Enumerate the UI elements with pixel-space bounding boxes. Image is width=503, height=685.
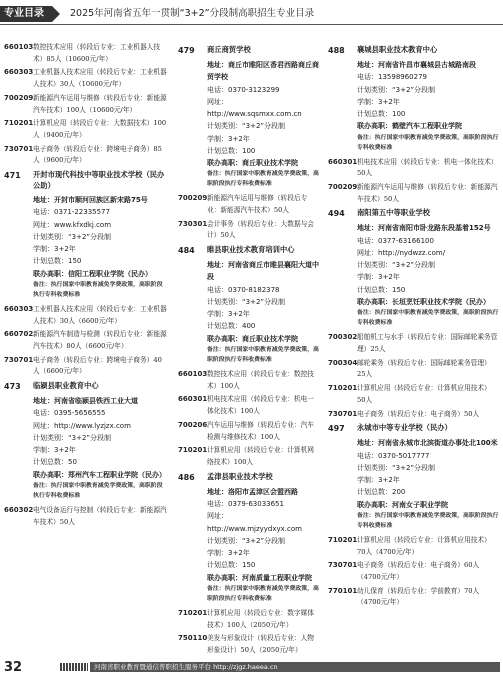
major-code: 730701 — [328, 409, 358, 418]
major-entry — [328, 182, 499, 205]
major-description: 新能源汽车运用与维修（转段后专业：新能源汽车技术）50人 — [357, 183, 498, 203]
school-info-line: 地址：开封市顺河回族区新宋路75号 — [33, 196, 148, 205]
school-info-line: 地址：商丘市睢阳区香君西路商丘商贸学校 — [207, 61, 319, 82]
school-block — [328, 423, 499, 531]
major-code: 700209 — [4, 93, 34, 102]
school-code: 479 — [178, 46, 195, 55]
major-description: 计算机应用（转段后专业：数字媒体技术）100人（2050元/年） — [207, 608, 314, 629]
major-description: 新能源汽车运用与维修（转段后专业：新能源汽车技术）50人 — [207, 194, 308, 215]
school-info-line: 学制：3+2年 — [207, 134, 250, 143]
major-code: 710201 — [178, 608, 208, 617]
school-info-line: 地址：河南省许昌市襄城县古城路南段 — [357, 61, 476, 69]
major-description: 工业机器人技术应用（转段后专业：工业机器人技术）30人（6600元/年） — [33, 304, 167, 325]
major-entry — [328, 332, 499, 355]
school-info-line: 计划总数：100 — [357, 110, 406, 118]
major-entry — [328, 535, 499, 558]
school-name: 南阳第五中等职业学校 — [357, 208, 430, 218]
major-description: 幼儿保育（转段后专业：学前教育）70人（4700元/年） — [357, 586, 480, 607]
header-divider — [0, 24, 503, 25]
major-code: 730701 — [4, 355, 34, 364]
major-description: 美发与形象设计（转段后专业：人物形象设计）50人（2050元/年） — [207, 634, 314, 654]
school-info-line: 地址：洛阳市孟津区会盟西路 — [207, 487, 298, 496]
major-code: 700209 — [178, 194, 208, 203]
major-code: 730701 — [328, 561, 358, 570]
school-info-line: 计划类别：“3+2”分段制 — [357, 85, 436, 94]
major-entry — [4, 505, 167, 528]
school-info-line: 计划类别：“3+2”分段制 — [207, 536, 286, 545]
major-entry — [178, 193, 320, 216]
school-info-line: 计划总数：150 — [207, 561, 256, 570]
school-code: 494 — [328, 209, 345, 219]
major-description: 电子商务（转段后专业：电子商务）50人 — [357, 409, 480, 418]
school-info-line: 计划类别：“3+2”分段制 — [33, 232, 112, 241]
major-description: 计算机应用（转段后专业：计算机应用技术）50人 — [357, 384, 491, 404]
major-entry — [178, 369, 320, 392]
school-name: 襄城县职业技术教育中心 — [357, 45, 438, 54]
school-code: 484 — [178, 246, 195, 256]
major-description: 电子商务（转段后专业：电子商务）60人（4700元/年） — [357, 561, 480, 581]
major-description: 工业机器人技术应用（转段后专业：工业机器人技术）30人（10600元/年） — [33, 68, 167, 89]
major-entry — [328, 157, 499, 180]
school-info-line: 联办高职：商丘职业技术学院 — [207, 159, 298, 167]
major-code: 750110 — [178, 634, 208, 643]
major-description: 电子商务（转段后专业：跨境电子商务）40人（6600元/年） — [33, 355, 162, 376]
major-entry — [4, 67, 167, 90]
major-entry — [178, 420, 320, 443]
major-description: 邮轮乘务（转段后专业：国际邮轮乘务管理）25人 — [357, 358, 491, 379]
major-description: 计算机应用（转段后专业：计算机网络技术）100人 — [207, 446, 314, 467]
school-block — [4, 170, 167, 300]
major-description: 计算机应用（转段后专业：大数据技术）100人（9400元/年） — [33, 119, 167, 140]
major-entry — [178, 633, 320, 656]
school-note: 备注：执行国家中职教育减免学费政策，高职阶段执行专科收费标准 — [207, 585, 319, 602]
school-block — [4, 381, 167, 501]
major-entry — [328, 383, 499, 406]
major-description: 汽车运用与维修（转段后专业：汽车检测与维修技术）100人 — [207, 420, 314, 441]
school-info-line: 网址：http://nydwzz.com/ — [357, 248, 446, 257]
school-info-line: 电话：0370-8182378 — [207, 285, 280, 294]
school-note: 备注：执行国家中职教育减免学费政策，高职阶段执行专科收费标准 — [357, 512, 499, 529]
school-info-line: 电话：0379-63033651 — [207, 500, 284, 508]
major-entry — [178, 219, 320, 242]
school-info-line: 学制：3+2年 — [33, 446, 76, 455]
major-entry — [4, 118, 167, 141]
school-note: 备注：执行国家中职教育减免学费政策，高职阶段执行专科收费标准 — [33, 482, 163, 499]
major-entry — [178, 394, 320, 417]
major-code: 660301 — [178, 395, 208, 404]
major-code: 730701 — [4, 144, 34, 153]
major-description: 机电技术应用（转段后专业：机电一体化技术）50人 — [357, 157, 498, 178]
school-code: 486 — [178, 472, 195, 482]
school-info-line: 联办高职：商丘职业技术学院 — [207, 334, 298, 343]
major-code: 700206 — [178, 420, 208, 429]
school-info-line: 网址：http://www.lyzjzx.com — [33, 421, 131, 430]
column-3 — [328, 42, 499, 637]
school-info-line: 学制：3+2年 — [357, 273, 400, 282]
school-note: 备注：执行国家中职教育减免学费政策，高职阶段执行专科收费标准 — [207, 346, 319, 363]
school-info-line: 计划类别：“3+2”分段制 — [207, 122, 286, 131]
major-entry — [4, 93, 167, 116]
footer-banner: 河南省职业教育暨通信普职招生服务平台 http://zjgz.haeea.cn — [90, 662, 500, 672]
major-code: 660103 — [4, 43, 34, 51]
school-info-line: 计划总数：200 — [357, 488, 406, 497]
major-description: 会计事务（转段后专业：大数据与会计）50人 — [207, 219, 314, 240]
barcode-decoration — [60, 663, 88, 671]
school-info-line: 电话：0370-5017777 — [357, 451, 430, 460]
major-code: 700304 — [328, 358, 358, 367]
major-code: 710201 — [4, 119, 34, 128]
school-info-line: 电话：13598960279 — [357, 73, 427, 82]
school-info-line: 联办高职：信阳工程职业学院（民办） — [33, 269, 152, 278]
school-info-line: 学制：3+2年 — [33, 245, 76, 254]
school-info-line: 联办高职：长垣烹饪职业技术学院（民办） — [357, 297, 490, 306]
major-description: 计算机应用（转段后专业：计算机应用技术）70人（4700元/年） — [357, 535, 491, 556]
school-info-line: 学制：3+2年 — [357, 97, 400, 106]
major-code: 770101 — [328, 586, 358, 595]
page-title: 2025年河南省五年一贯制“3+2”分段制高职招生专业目录 — [70, 8, 315, 19]
major-code: 700302 — [328, 333, 358, 342]
school-name: 商丘商贸学校 — [207, 45, 251, 54]
major-entry — [4, 304, 167, 327]
school-name: 孟津县职业技术学校 — [207, 471, 273, 481]
page-header — [0, 0, 503, 28]
school-info-line: 计划总数：150 — [33, 257, 82, 266]
school-code: 471 — [4, 171, 21, 181]
major-entry — [328, 358, 499, 381]
school-info-line: 学制：3+2年 — [207, 310, 250, 319]
school-info-line: 网址：www.kfxdkj.com — [33, 220, 112, 229]
major-entry — [328, 586, 499, 609]
school-info-line: 联办高职：郑州汽车工程职业学院（民办） — [33, 470, 166, 479]
major-entry — [4, 329, 167, 352]
school-info-line: 联办高职：河南质量工程职业学院 — [207, 573, 312, 582]
school-info-line: 联办高职：鹤壁汽车工程职业学院 — [357, 122, 462, 131]
column-2 — [178, 42, 320, 654]
major-code: 710201 — [328, 384, 358, 393]
major-description: 电气设备运行与控制（转段后专业：新能源汽车技术）50人 — [33, 506, 167, 526]
school-info-line: 地址：河南省临颍县铁西工业大道 — [33, 397, 138, 406]
major-entry — [4, 355, 167, 378]
school-note: 备注：执行国家中职教育减免学费政策，高职阶段执行专科收费标准 — [207, 171, 319, 188]
column-1 — [4, 42, 167, 637]
major-description: 新能源汽车运用与维修（转段后专业：新能源汽车技术）100人（10600元/年） — [33, 93, 167, 114]
school-code: 497 — [328, 424, 345, 434]
major-description: 数控技术应用（转段后专业：数控技术）100人 — [207, 370, 314, 390]
school-info-line: 电话：0395-5656555 — [33, 409, 106, 418]
school-info-line: 计划总数：50 — [33, 458, 77, 467]
major-entry — [178, 445, 320, 468]
school-name: 临颍县职业教育中心 — [33, 381, 99, 391]
school-info-line: 网址：http://www.mjzyydxyx.com — [207, 512, 302, 533]
page-number: 32 — [4, 660, 23, 675]
school-info-line: 联办高职：河南女子职业学院 — [357, 500, 448, 509]
major-code: 700209 — [328, 183, 358, 191]
major-entry — [4, 42, 167, 65]
school-info-line: 电话：0377-63166100 — [357, 236, 434, 245]
page-footer — [0, 655, 503, 677]
school-note: 备注：执行国家中职教育减免学费政策，高职阶段执行专科收费标准 — [33, 281, 163, 298]
major-code: 660702 — [4, 330, 34, 339]
school-name: 开封市现代科技中等职业技术学校（民办公助） — [33, 170, 165, 191]
section-category-tab: 专业目录 — [0, 6, 52, 22]
major-code: 660103 — [178, 370, 208, 378]
school-code: 473 — [4, 382, 21, 392]
school-block — [178, 45, 320, 189]
school-info-line: 计划总数：400 — [207, 322, 256, 331]
school-info-line: 地址：河南省永城市北滨街道办事处北100米 — [357, 439, 498, 448]
school-name: 永城市中等专业学校（民办） — [357, 423, 452, 433]
school-info-line: 计划总数：100 — [207, 146, 256, 155]
major-code: 660303 — [4, 304, 34, 313]
school-code: 488 — [328, 46, 345, 55]
major-code: 660301 — [328, 157, 358, 166]
school-block — [178, 472, 320, 604]
school-info-line: 计划类别：“3+2”分段制 — [357, 261, 436, 270]
major-description: 船舶机工与水手（转段后专业：国际邮轮乘务管理）25人 — [357, 333, 498, 353]
major-code: 730301 — [178, 219, 208, 228]
major-code: 660302 — [4, 506, 34, 514]
tab-arrow-icon — [52, 6, 60, 22]
major-code: 710201 — [328, 535, 358, 544]
major-entry — [328, 560, 499, 583]
school-info-line: 地址：河南省南阳市卧龙路东段基着152号 — [357, 224, 491, 233]
school-block — [328, 45, 499, 153]
major-entry — [328, 409, 499, 421]
major-description: 电子商务（转段后专业：跨境电子商务）85人（9600元/年） — [33, 144, 162, 165]
school-info-line: 学制：3+2年 — [207, 549, 250, 557]
major-description: 数控技术应用（转段后专业：工业机器人技术）85人（10600元/年） — [33, 43, 161, 63]
school-note: 备注：执行国家中职教育减免学费政策，高职阶段执行专科收费标准 — [357, 134, 499, 151]
school-info-line: 计划类别：“3+2”分段制 — [207, 297, 286, 306]
major-code: 710201 — [178, 446, 208, 455]
school-info-line: 电话：0371-22335577 — [33, 208, 110, 217]
school-info-line: 学制：3+2年 — [357, 476, 400, 485]
major-entry — [4, 144, 167, 167]
school-info-line: 计划总数：150 — [357, 285, 406, 294]
major-description: 新能源汽车制造与检测（转段后专业：新能源汽车技术）80人（6600元/年） — [33, 330, 167, 351]
school-info-line: 电话：0370-3123299 — [207, 85, 280, 94]
school-info-line: 地址：河南省商丘市睢县襄阳大道中段 — [207, 261, 319, 282]
school-note: 备注：执行国家中职教育减免学费政策，高职阶段执行专科收费标准 — [357, 310, 499, 327]
school-name: 睢县职业技术教育培训中心 — [207, 245, 295, 255]
major-description: 机电技术应用（转段后专业：机电一体化技术）100人 — [207, 395, 314, 416]
major-code: 660303 — [4, 68, 34, 77]
school-info-line: 计划类别：“3+2”分段制 — [357, 463, 436, 472]
school-info-line: 计划类别：“3+2”分段制 — [33, 433, 112, 442]
school-block — [178, 245, 320, 365]
school-block — [328, 208, 499, 328]
school-info-line: 网址：http://www.sqsmxx.com.cn — [207, 97, 302, 118]
major-entry — [178, 608, 320, 631]
